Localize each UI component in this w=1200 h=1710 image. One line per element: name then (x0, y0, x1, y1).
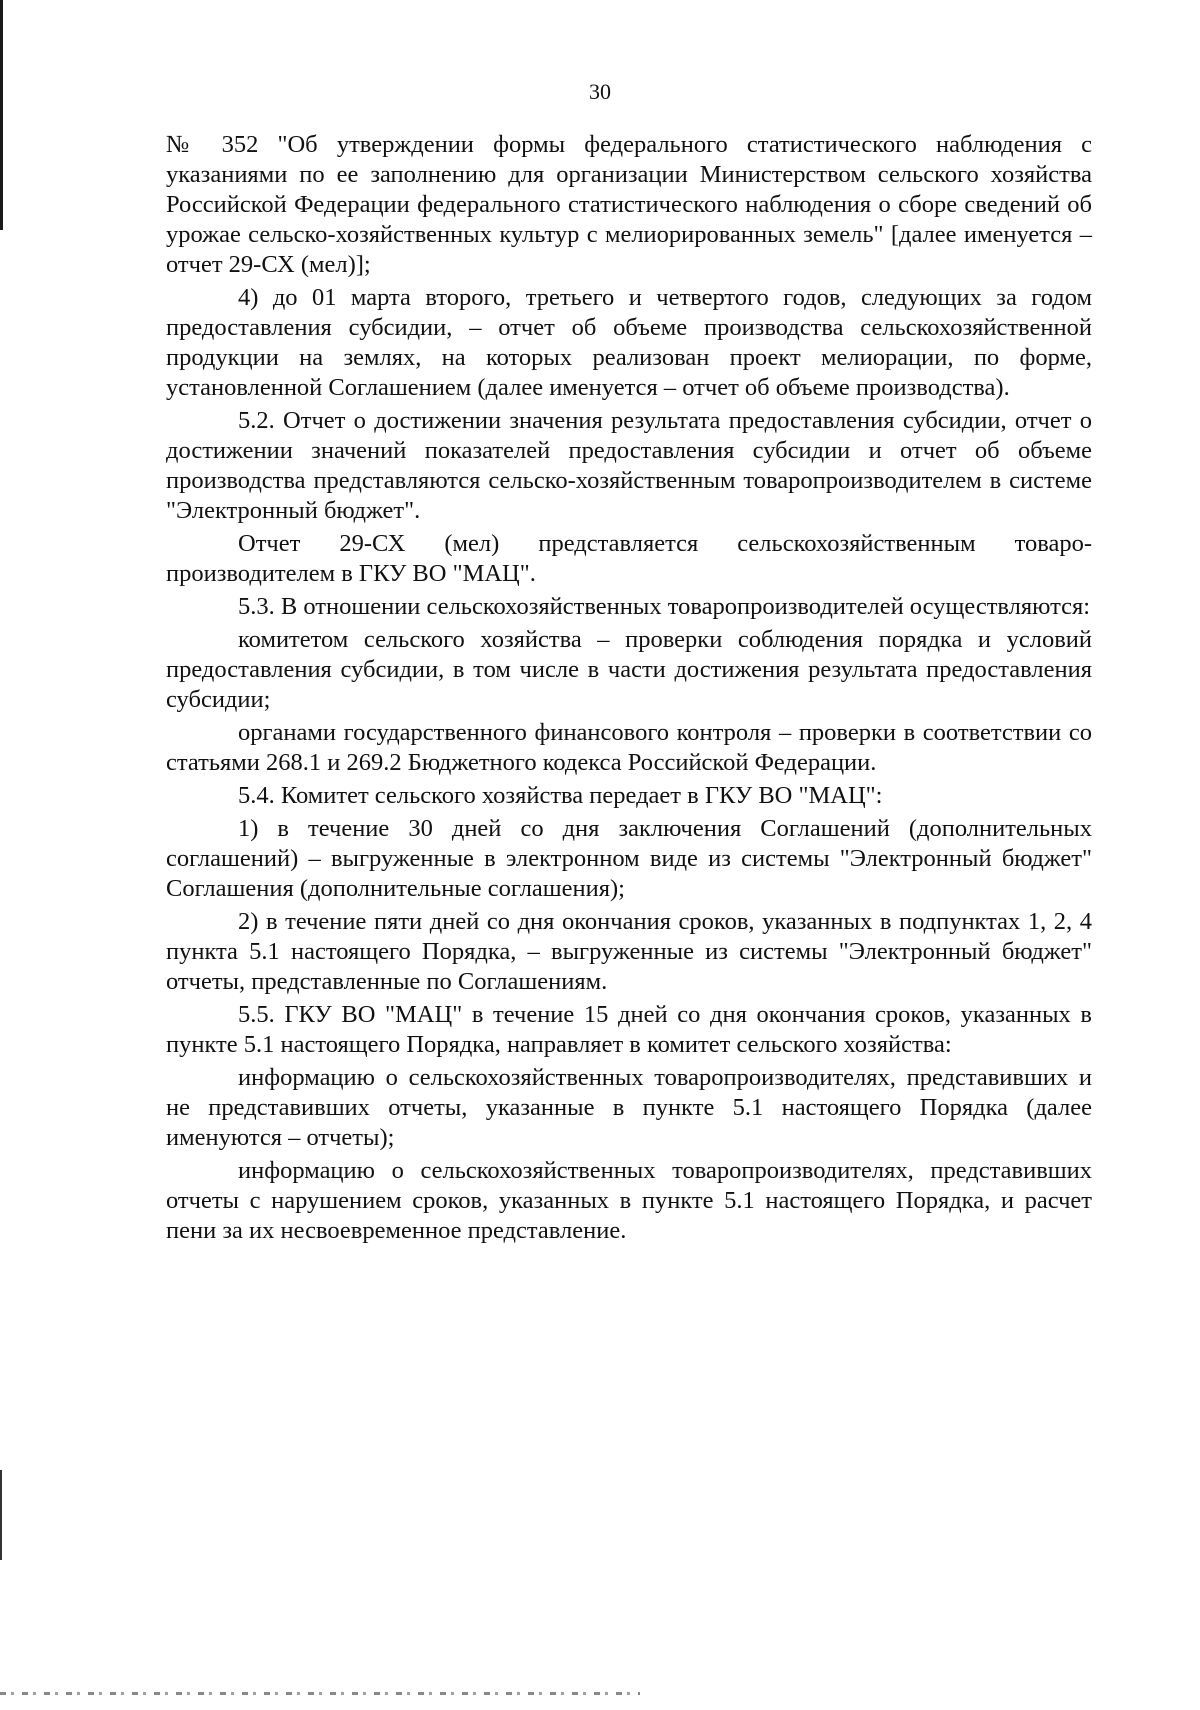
paragraph: информацию о сельскохозяйственных товаропроизводителях, представивших отчеты с нарушением сроков, указанных в пункте 5.1 настоящего Порядка, и расчет пени за их несвоевременное представление. (166, 1157, 1092, 1244)
paragraph: № 352 "Об утверждении формы федерального статистического наблюдения с указаниями по ее заполнению для организации Министерством сельского хозяйства Российской Федерации федерального статистического наблюдения о сборе сведений об урожае сельско-хозяйственных культур с мелиорированных земель" [далее именуется – отчет 29-СХ (мел)]; (166, 131, 1092, 278)
page-number: 30 (589, 79, 611, 104)
paragraph: 5.3. В отношении сельскохозяйственных товаропроизводителей осуществляются: (238, 593, 1091, 620)
scan-noise (0, 1692, 640, 1695)
scan-edge-mark (0, 1470, 2, 1560)
document-body (166, 130, 1092, 1249)
paragraph: комитетом сельского хозяйства – проверки соблюдения порядка и условий предоставления субсидии, в том числе в части достижения результата предоставления субсидии; (166, 626, 1092, 713)
paragraph: 5.4. Комитет сельского хозяйства передает в ГКУ ВО "МАЦ": (238, 782, 883, 809)
paragraph: 2) в течение пяти дней со дня окончания сроков, указанных в подпунктах 1, 2, 4 пункта 5.1 настоящего Порядка, – выгруженные из системы "Электронный бюджет" отчеты, представленные по Соглашениям. (166, 908, 1092, 995)
paragraph: Отчет 29-СХ (мел) представляется сельскохозяйственным товаро-производителем в ГКУ ВО "МАЦ". (166, 530, 1092, 587)
paragraph: органами государственного финансового контроля – проверки в соответствии со статьями 268.1 и 269.2 Бюджетного кодекса Российской Федерации. (166, 719, 1092, 776)
paragraph: 1) в течение 30 дней со дня заключения Соглашений (дополнительных соглашений) – выгруженные в электронном виде из системы "Электронный бюджет" Соглашения (дополнительные соглашения); (166, 815, 1092, 902)
paragraph: 4) до 01 марта второго, третьего и четвертого годов, следующих за годом предоставления субсидии, – отчет об объеме производства сельскохозяйственной продукции на землях, на которых реализован проект мелиорации, по форме, установленной Соглашением (далее именуется – отчет об объеме производства). (166, 284, 1092, 401)
paragraph: информацию о сельскохозяйственных товаропроизводителях, представивших и не представивших отчеты, указанные в пункте 5.1 настоящего Порядка (далее именуются – отчеты); (166, 1064, 1092, 1151)
paragraph: 5.2. Отчет о достижении значения результата предоставления субсидии, отчет о достижении значений показателей предоставления субсидии и отчет об объеме производства представляются сельско-хозяйственным товаропроизводителем в системе "Электронный бюджет". (166, 407, 1092, 524)
paragraph: 5.5. ГКУ ВО "МАЦ" в течение 15 дней со дня окончания сроков, указанных в пункте 5.1 настоящего Порядка, направляет в комитет сельского хозяйства: (166, 1001, 1092, 1058)
scan-edge-mark (0, 0, 3, 230)
